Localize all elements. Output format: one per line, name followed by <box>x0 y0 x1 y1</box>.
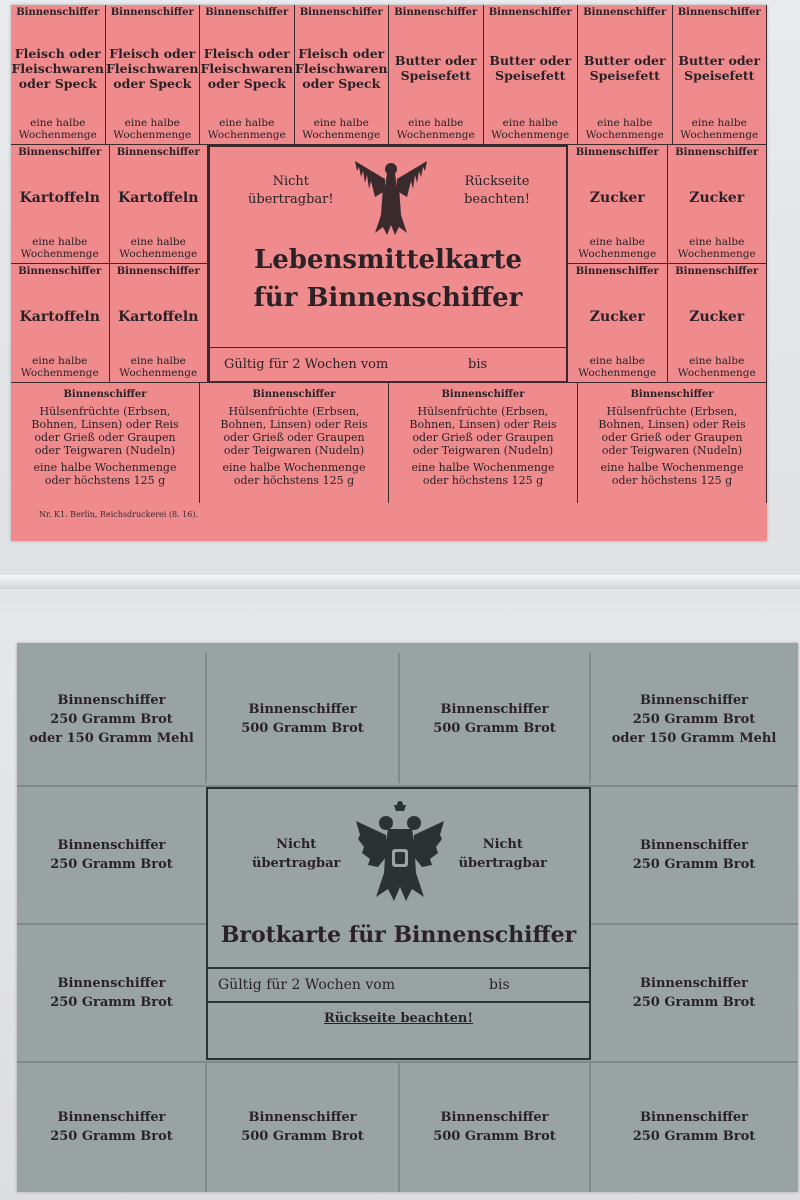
coupon-legumes <box>389 383 578 503</box>
bread-coupon-text <box>50 836 173 874</box>
coupon-item: Kartoffeln <box>118 308 199 325</box>
coupon-legumes <box>578 383 767 503</box>
bread-coupon-text-line: Binnenschiffer <box>57 975 166 991</box>
coupon-item-line: Hülsenfrüchte (Erbsen, <box>417 405 549 418</box>
bread-coupon-text-line: Binnenschiffer <box>640 975 748 991</box>
coupon-top <box>673 5 768 145</box>
coupon-item <box>295 46 388 91</box>
bread-coupon <box>590 924 798 1061</box>
coupon-quantity-line: Wochenmenge <box>113 129 192 141</box>
bread-card-title: Brotkarte für Binnenschiffer <box>220 922 577 948</box>
bread-coupon-text-line: 250 Gramm Brot <box>632 1129 756 1144</box>
coupon-quantity <box>119 236 197 263</box>
coupon-item <box>395 53 477 83</box>
coupon-quantity-line: eine halbe <box>502 117 558 129</box>
bread-coupon <box>590 653 798 785</box>
coupon-item-line: Butter oder <box>678 53 761 68</box>
coupon-item-line: Fleischwaren <box>294 60 388 76</box>
coupon-quantity <box>678 355 756 382</box>
coupon-quantity-line: eine halbe Wochenmenge <box>222 461 366 474</box>
coupon-item-line: Fleisch oder <box>14 45 101 61</box>
coupon-potatoes <box>11 264 110 383</box>
coupon-quantity <box>578 355 656 382</box>
coupon-quantity-line: Wochenmenge <box>578 248 657 260</box>
coupon-top <box>389 5 484 145</box>
coupon-item: Kartoffeln <box>19 308 100 325</box>
coupon-item-line: Speisefett <box>589 68 660 83</box>
coupon-quantity <box>119 355 197 382</box>
not-transferable-note-right: Nicht übertragbar <box>458 837 547 871</box>
coupon-item-line: Hülsenfrüchte (Erbsen, <box>228 405 360 418</box>
food-card-title-line2: für Binnenschiffer <box>253 283 523 313</box>
coupon-item-line: oder Grieß oder Graupen <box>412 431 554 444</box>
coupon-item <box>200 46 293 91</box>
coupon-item <box>489 53 571 83</box>
coupon-item-line: Fleisch oder <box>109 45 196 61</box>
coupon-top <box>578 5 673 145</box>
coupon-sugar <box>668 145 768 264</box>
coupon-quantity <box>586 117 664 144</box>
coupon-header: Binnenschiffer <box>675 147 759 158</box>
food-card-title-line1: Lebensmittelkarte <box>253 245 523 275</box>
bread-coupon-text <box>433 700 556 738</box>
sleeve-divider <box>0 575 800 589</box>
bread-coupon-text-line: Binnenschiffer <box>248 702 357 717</box>
coupon-item-line: Butter oder <box>583 53 666 68</box>
coupon-header: Binnenschiffer <box>677 7 761 18</box>
bread-coupon-text-line: Binnenschiffer <box>640 837 748 853</box>
coupon-quantity-line: oder höchstens 125 g <box>44 474 166 487</box>
coupon-item-line: Fleischwaren <box>105 60 199 76</box>
bread-coupon-text-line: 250 Gramm Brot <box>632 994 756 1010</box>
bread-coupon-text <box>633 836 756 874</box>
bread-coupon-text <box>433 1108 556 1146</box>
coupon-item: Zucker <box>689 189 745 206</box>
coupon-quantity <box>680 117 758 144</box>
coupon-item-line: Hülsenfrüchte (Erbsen, <box>39 405 171 418</box>
coupon-item: Zucker <box>589 189 645 206</box>
coupon-quantity <box>678 236 756 263</box>
coupon-potatoes <box>110 145 209 264</box>
coupon-item-line: Fleisch oder <box>298 45 385 61</box>
coupon-quantity <box>412 461 555 487</box>
imperial-eagle-icon <box>354 801 446 905</box>
bread-coupon <box>17 786 206 923</box>
coupon-header: Binnenschiffer <box>63 389 147 400</box>
bread-coupon-text-line: Binnenschiffer <box>640 1110 748 1125</box>
coupon-top <box>200 5 295 145</box>
coupon-item-line: oder Teigwaren (Nudeln) <box>601 444 743 457</box>
coupon-item-line: oder Grieß oder Graupen <box>34 431 176 444</box>
coupon-item <box>31 405 178 457</box>
coupon-sugar <box>668 264 768 383</box>
coupon-item-line: Speisefett <box>495 68 566 83</box>
coupon-header: Binnenschiffer <box>18 147 102 158</box>
coupon-quantity-line: Wochenmenge <box>20 367 99 379</box>
coupon-quantity-line: Wochenmenge <box>20 248 99 260</box>
coupon-quantity-line: eine halbe <box>589 236 645 248</box>
coupon-header: Binnenschiffer <box>488 7 572 18</box>
coupon-quantity-line: eine halbe Wochenmenge <box>600 461 744 474</box>
coupon-item <box>409 405 556 457</box>
coupon-header: Binnenschiffer <box>441 389 525 400</box>
bread-coupon-text-line: Binnenschiffer <box>640 692 748 708</box>
bread-coupon-text <box>29 691 194 748</box>
coupon-quantity-line: Wochenmenge <box>396 129 475 141</box>
coupon-quantity-line: eine halbe <box>130 355 186 367</box>
coupon-quantity-line: Wochenmenge <box>119 367 198 379</box>
coupon-header: Binnenschiffer <box>16 7 100 18</box>
bread-coupon-text-line: Binnenschiffer <box>440 702 549 717</box>
coupon-quantity-line: eine halbe <box>313 117 369 129</box>
bread-coupon-text-line: Binnenschiffer <box>440 1110 549 1125</box>
coupon-quantity-line: Wochenmenge <box>18 129 97 141</box>
not-transferable-note-left: Nicht übertragbar <box>252 837 341 871</box>
coupon-item-line: oder Speck <box>18 75 97 91</box>
coupon-quantity-line: eine halbe <box>689 236 745 248</box>
coupon-quantity <box>21 355 99 382</box>
see-reverse-note: Rückseite beachten! <box>464 174 530 207</box>
coupon-item-line: Fleischwaren <box>11 60 105 76</box>
bread-coupon <box>206 1062 399 1192</box>
coupon-item-line: Speisefett <box>684 68 755 83</box>
coupon-header: Binnenschiffer <box>583 7 667 18</box>
bread-coupon-text-line: 250 Gramm Brot <box>50 711 173 727</box>
coupon-quantity-line: oder höchstens 125 g <box>422 474 544 487</box>
coupon-legumes <box>200 383 389 503</box>
bread-coupon-text-line: 250 Gramm Brot <box>50 994 173 1010</box>
coupon-quantity-line: eine halbe <box>30 117 86 129</box>
coupon-item-line: oder Grieß oder Graupen <box>223 431 365 444</box>
coupon-header: Binnenschiffer <box>252 389 336 400</box>
coupon-header: Binnenschiffer <box>630 389 714 400</box>
bread-coupon-text-line: 500 Gramm Brot <box>241 1129 364 1144</box>
coupon-quantity <box>208 117 286 144</box>
coupon-item <box>220 405 367 457</box>
bread-coupon <box>17 924 206 1061</box>
bread-coupon <box>206 653 399 785</box>
coupon-item <box>598 405 745 457</box>
coupon-item-line: oder Grieß oder Graupen <box>601 431 743 444</box>
coupon-quantity-line: Wochenmenge <box>491 129 570 141</box>
coupon-item-line: Bohnen, Linsen) oder Reis <box>409 418 557 431</box>
bread-coupon-text <box>50 1108 173 1146</box>
coupon-header: Binnenschiffer <box>575 147 659 158</box>
food-card-center-panel <box>208 145 568 383</box>
coupon-sugar <box>568 145 668 264</box>
not-transferable-note: Nicht übertragbar! <box>248 174 334 207</box>
coupon-quantity-line: eine halbe <box>408 117 464 129</box>
coupon-item-line: Bohnen, Linsen) oder Reis <box>31 418 179 431</box>
coupon-top <box>106 5 201 145</box>
bread-coupon <box>399 1062 590 1192</box>
coupon-item: Kartoffeln <box>118 189 199 206</box>
coupon-item: Zucker <box>589 308 645 325</box>
bread-coupon-text <box>612 691 777 748</box>
validity-line: Gültig für 2 Wochen vom bis <box>208 967 589 1003</box>
coupon-quantity-line: oder höchstens 125 g <box>611 474 733 487</box>
coupon-header: Binnenschiffer <box>110 7 194 18</box>
coupon-quantity-line: eine halbe <box>32 236 88 248</box>
coupon-legumes <box>11 383 200 503</box>
coupon-item-line: oder Speck <box>113 75 192 91</box>
coupon-quantity-line: eine halbe <box>124 117 180 129</box>
see-reverse-note: Rückseite beachten! <box>323 1011 474 1026</box>
coupon-quantity-line: eine halbe <box>689 355 745 367</box>
coupon-top <box>484 5 579 145</box>
coupon-item-line: oder Teigwaren (Nudeln) <box>223 444 365 457</box>
coupon-header: Binnenschiffer <box>205 7 289 18</box>
coupon-item-line: Fleisch oder <box>203 45 290 61</box>
bread-coupon-text-line: 250 Gramm Brot <box>632 856 756 872</box>
coupon-potatoes <box>110 264 209 383</box>
coupon-item-line: oder Speck <box>207 75 286 91</box>
bread-coupon-text-line: 250 Gramm Brot <box>50 1129 173 1144</box>
coupon-header: Binnenschiffer <box>394 7 478 18</box>
coupon-quantity <box>19 117 97 144</box>
coupon-quantity-line: eine halbe Wochenmenge <box>33 461 177 474</box>
bread-coupon-text <box>241 1108 364 1146</box>
bread-coupon-text <box>241 700 364 738</box>
coupon-quantity <box>21 236 99 263</box>
coupon-item <box>11 46 104 91</box>
bread-coupon-text-line: Binnenschiffer <box>248 1110 357 1125</box>
bread-coupon <box>17 1062 206 1192</box>
coupon-quantity-line: Wochenmenge <box>119 248 198 260</box>
coupon-quantity <box>223 461 366 487</box>
coupon-item-line: Butter oder <box>394 53 477 68</box>
coupon-header: Binnenschiffer <box>18 266 102 277</box>
coupon-quantity-line: oder höchstens 125 g <box>233 474 355 487</box>
coupon-quantity <box>601 461 744 487</box>
coupon-item: Zucker <box>689 308 745 325</box>
coupon-quantity-line: Wochenmenge <box>677 248 756 260</box>
coupon-item-line: Bohnen, Linsen) oder Reis <box>220 418 368 431</box>
coupon-quantity-line: Wochenmenge <box>207 129 286 141</box>
bread-coupon-text-line: 500 Gramm Brot <box>433 721 556 736</box>
coupon-header: Binnenschiffer <box>116 266 200 277</box>
coupon-item <box>106 46 199 91</box>
coupon-item-line: oder Teigwaren (Nudeln) <box>34 444 176 457</box>
coupon-item-line: Butter oder <box>489 53 572 68</box>
coupon-item-line: Bohnen, Linsen) oder Reis <box>598 418 746 431</box>
coupon-quantity <box>397 117 475 144</box>
coupon-quantity-line: eine halbe <box>589 355 645 367</box>
bread-coupon-text-line: 250 Gramm Brot <box>632 711 756 727</box>
coupon-item-line: oder Teigwaren (Nudeln) <box>412 444 554 457</box>
coupon-item-line: Fleischwaren <box>200 60 294 76</box>
bread-coupon <box>17 653 206 785</box>
bread-coupon-text-line: oder 150 Gramm Mehl <box>611 730 777 746</box>
bread-coupon-text-line: 500 Gramm Brot <box>433 1129 556 1144</box>
bread-coupon <box>590 1062 798 1192</box>
bread-coupon-text-line: Binnenschiffer <box>57 692 166 708</box>
coupon-quantity-line: Wochenmenge <box>680 129 759 141</box>
coupon-quantity <box>491 117 569 144</box>
coupon-item <box>584 53 666 83</box>
coupon-quantity-line: eine halbe <box>691 117 747 129</box>
coupon-top <box>295 5 390 145</box>
coupon-item <box>678 53 760 83</box>
coupon-quantity-line: eine halbe <box>130 236 186 248</box>
bread-coupon-text <box>50 974 173 1012</box>
coupon-quantity-line: eine halbe <box>597 117 653 129</box>
coupon-top <box>11 5 106 145</box>
bread-coupon-text-line: Binnenschiffer <box>57 1110 166 1125</box>
coupon-quantity-line: Wochenmenge <box>578 367 657 379</box>
coupon-quantity-line: eine halbe Wochenmenge <box>411 461 555 474</box>
coupon-header: Binnenschiffer <box>675 266 759 277</box>
coupon-item-line: oder Speck <box>302 75 381 91</box>
bread-coupon-text-line: 250 Gramm Brot <box>50 856 173 872</box>
coupon-quantity-line: Wochenmenge <box>677 367 756 379</box>
coupon-quantity-line: eine halbe <box>32 355 88 367</box>
eagle-emblem-icon <box>353 157 429 237</box>
coupon-item-line: Hülsenfrüchte (Erbsen, <box>606 405 738 418</box>
coupon-header: Binnenschiffer <box>299 7 383 18</box>
coupon-quantity-line: eine halbe <box>219 117 275 129</box>
coupon-quantity <box>578 236 656 263</box>
bread-coupon <box>399 653 590 785</box>
coupon-item-line: Speisefett <box>400 68 471 83</box>
coupon-potatoes <box>11 145 110 264</box>
coupon-quantity <box>302 117 380 144</box>
coupon-quantity-line: Wochenmenge <box>302 129 381 141</box>
bread-coupon-text-line: Binnenschiffer <box>57 837 166 853</box>
bread-coupon-text <box>633 974 756 1012</box>
validity-line: Gültig für 2 Wochen vom bis <box>210 347 566 381</box>
coupon-quantity <box>34 461 177 487</box>
printer-imprint: Nr. K1. Berlin, Reichsdruckerei (8. 16). <box>39 510 198 519</box>
coupon-header: Binnenschiffer <box>116 147 200 158</box>
bread-coupon-text-line: 500 Gramm Brot <box>241 721 364 736</box>
bread-coupon <box>590 786 798 923</box>
coupon-quantity <box>113 117 191 144</box>
coupon-header: Binnenschiffer <box>575 266 659 277</box>
coupon-quantity-line: Wochenmenge <box>585 129 664 141</box>
coupon-sugar <box>568 264 668 383</box>
bread-coupon-text <box>633 1108 756 1146</box>
bread-coupon-text-line: oder 150 Gramm Mehl <box>29 730 194 746</box>
bread-card-center-panel <box>206 787 591 1060</box>
coupon-item: Kartoffeln <box>19 189 100 206</box>
